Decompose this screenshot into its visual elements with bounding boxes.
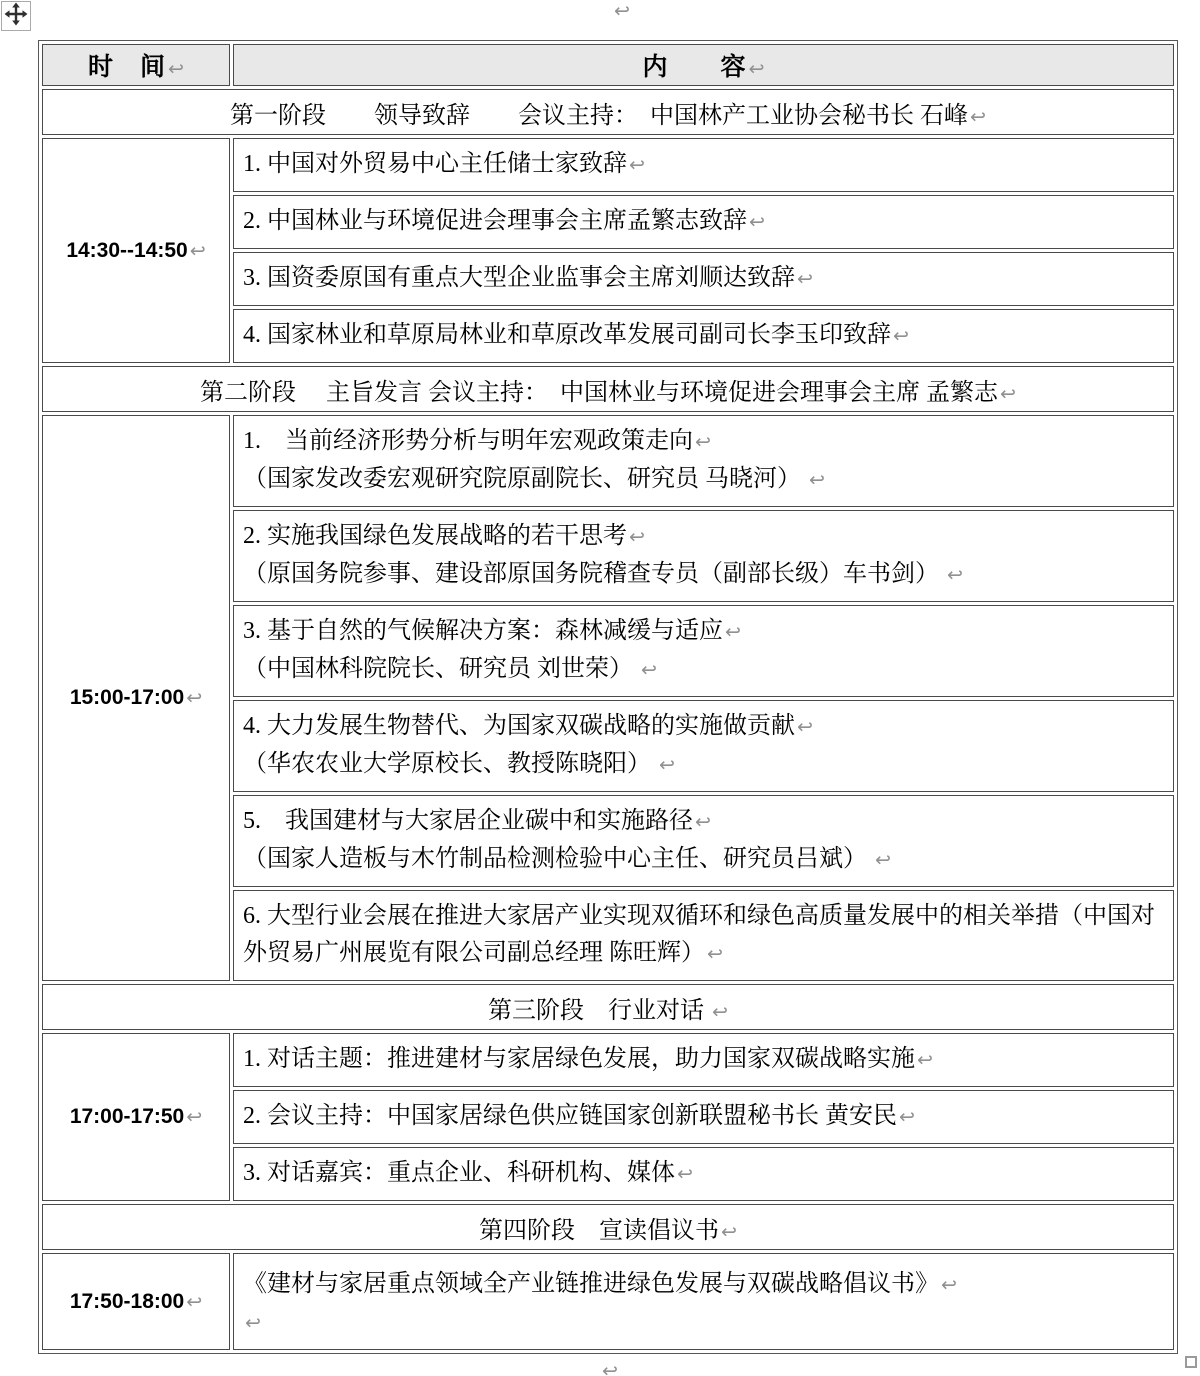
header-content-label: 内 容 [642,54,747,81]
paragraph-mark: ↩ [168,58,184,80]
item-text: 4. 国家林业和草原局林业和草原改革发展司副司长李玉印致辞 [243,322,891,348]
table-move-handle[interactable] [1,1,31,31]
table-row [42,1033,1174,1087]
stage3-item-3[interactable] [233,1147,1174,1201]
stage1-title: 第一阶段 领导致辞 会议主持： 中国林产工业协会秘书长 石峰 [230,102,969,129]
stage1-item-1[interactable] [233,138,1174,192]
paragraph-mark: ↩ [893,325,909,347]
move-arrows-icon [4,2,28,31]
paragraph-mark: ↩ [875,849,891,871]
item-text: 1. 当前经济形势分析与明年宏观政策走向 [243,428,693,454]
stage3-item-2[interactable] [233,1090,1174,1144]
stage1-title-cell[interactable] [42,89,1174,135]
item-speaker: （国家发改委宏观研究院原副院长、研究员 马晓河） [243,466,801,492]
paragraph-mark: ↩ [749,211,765,233]
stage2-time: 15:00-17:00 [69,686,185,709]
paragraph-mark: ↩ [748,58,765,80]
item-speaker: （国家人造板与木竹制品检测检验中心主任、研究员吕斌） [243,846,867,872]
paragraph-mark: ↩ [970,105,986,128]
item-text: 3. 对话嘉宾：重点企业、科研机构、媒体 [243,1160,675,1186]
stage2-item-4[interactable] [233,700,1174,792]
table-row [42,984,1174,1030]
stage4-time-cell[interactable] [42,1253,230,1350]
stage2-item-2[interactable] [233,510,1174,602]
table-resize-handle[interactable] [1185,1356,1197,1368]
table-row [42,138,1174,192]
stage3-time-cell[interactable] [42,1033,230,1201]
paragraph-mark: ↩ [947,564,963,586]
table-row [42,89,1174,135]
table-row [42,366,1174,412]
paragraph-mark: ↩ [189,239,206,262]
stage2-item-5[interactable] [233,795,1174,887]
stage4-item-1[interactable] [233,1253,1174,1350]
table-row [42,415,1174,507]
item-text: 《建材与家居重点领域全产业链推进绿色发展与双碳战略倡议书》 [243,1271,939,1297]
item-speaker: （中国林科院院长、研究员 刘世荣） [243,656,633,682]
paragraph-mark: ↩ [245,1312,261,1334]
paragraph-mark: ↩ [629,154,645,176]
paragraph-mark: ↩ [186,1106,203,1128]
stage2-item-6[interactable] [233,890,1174,981]
stage3-time: 17:00-17:50 [69,1105,185,1128]
stage4-title-cell[interactable] [42,1204,1174,1250]
paragraph-mark: ↩ [602,1360,618,1376]
paragraph-mark: ↩ [641,659,657,681]
item-speaker: （华农农业大学原校长、教授陈晓阳） [243,751,651,777]
paragraph-mark: ↩ [725,621,741,643]
stage3-title: 第三阶段 行业对话 [488,997,711,1024]
table-row [42,44,1174,86]
stage2-item-3[interactable] [233,605,1174,697]
agenda-table [38,40,1178,1354]
paragraph-mark: ↩ [186,687,203,709]
stage2-item-1[interactable] [233,415,1174,507]
stage4-title: 第四阶段 宣读倡议书 [479,1217,720,1244]
stage1-time-cell[interactable] [42,138,230,363]
stage3-item-1[interactable] [233,1033,1174,1087]
header-cell-time[interactable] [42,44,230,86]
paragraph-mark: ↩ [659,754,675,776]
item-text: 2. 实施我国绿色发展战略的若干思考 [243,523,627,549]
item-text: 2. 中国林业与环境促进会理事会主席孟繁志致辞 [243,208,747,234]
paragraph-mark: ↩ [614,0,630,22]
item-text: 1. 中国对外贸易中心主任储士家致辞 [243,151,627,177]
paragraph-mark: ↩ [1000,382,1016,405]
stage2-title: 第二阶段 主旨发言 会议主持： 中国林业与环境促进会理事会主席 孟繁志 [200,379,999,406]
item-text: 1. 对话主题：推进建材与家居绿色发展，助力国家双碳战略实施 [243,1046,915,1072]
table-row [42,1204,1174,1250]
paragraph-mark: ↩ [941,1274,957,1296]
paragraph-mark: ↩ [695,811,711,833]
paragraph-mark: ↩ [721,1220,737,1243]
paragraph-mark: ↩ [797,268,813,290]
item-text: 4. 大力发展生物替代、为国家双碳战略的实施做贡献 [243,713,795,739]
stage1-time: 14:30--14:50 [66,238,188,262]
item-text: 3. 国资委原国有重点大型企业监事会主席刘顺达致辞 [243,265,795,291]
paragraph-mark: ↩ [186,1290,203,1313]
paragraph-mark: ↩ [917,1049,933,1071]
header-time-label: 时 间 [88,54,167,81]
paragraph-mark: ↩ [797,716,813,738]
stage1-item-4[interactable] [233,309,1174,363]
stage1-item-3[interactable] [233,252,1174,306]
item-text: 6. 大型行业会展在推进大家居产业实现双循环和绿色高质量发展中的相关举措（中国对外贸易广州展览有限公司副总经理 陈旺辉） [243,903,1155,966]
paragraph-mark: ↩ [629,526,645,548]
item-text: 5. 我国建材与大家居企业碳中和实施路径 [243,808,693,834]
item-text: 2. 会议主持：中国家居绿色供应链国家创新联盟秘书长 黄安民 [243,1103,897,1129]
stage2-time-cell[interactable] [42,415,230,981]
paragraph-mark: ↩ [677,1163,693,1185]
item-text: 3. 基于自然的气候解决方案：森林减缓与适应 [243,618,723,644]
paragraph-mark: ↩ [707,943,723,965]
stage4-time: 17:50-18:00 [69,1289,185,1313]
stage1-item-2[interactable] [233,195,1174,249]
item-speaker: （原国务院参事、建设部原国务院稽查专员（副部长级）车书剑） [243,561,939,587]
stage2-title-cell[interactable] [42,366,1174,412]
paragraph-mark: ↩ [695,431,711,453]
paragraph-mark: ↩ [712,1000,728,1023]
header-cell-content[interactable] [233,44,1174,86]
stage3-title-cell[interactable] [42,984,1174,1030]
paragraph-mark: ↩ [899,1106,915,1128]
table-row [42,1253,1174,1350]
paragraph-mark: ↩ [809,469,825,491]
